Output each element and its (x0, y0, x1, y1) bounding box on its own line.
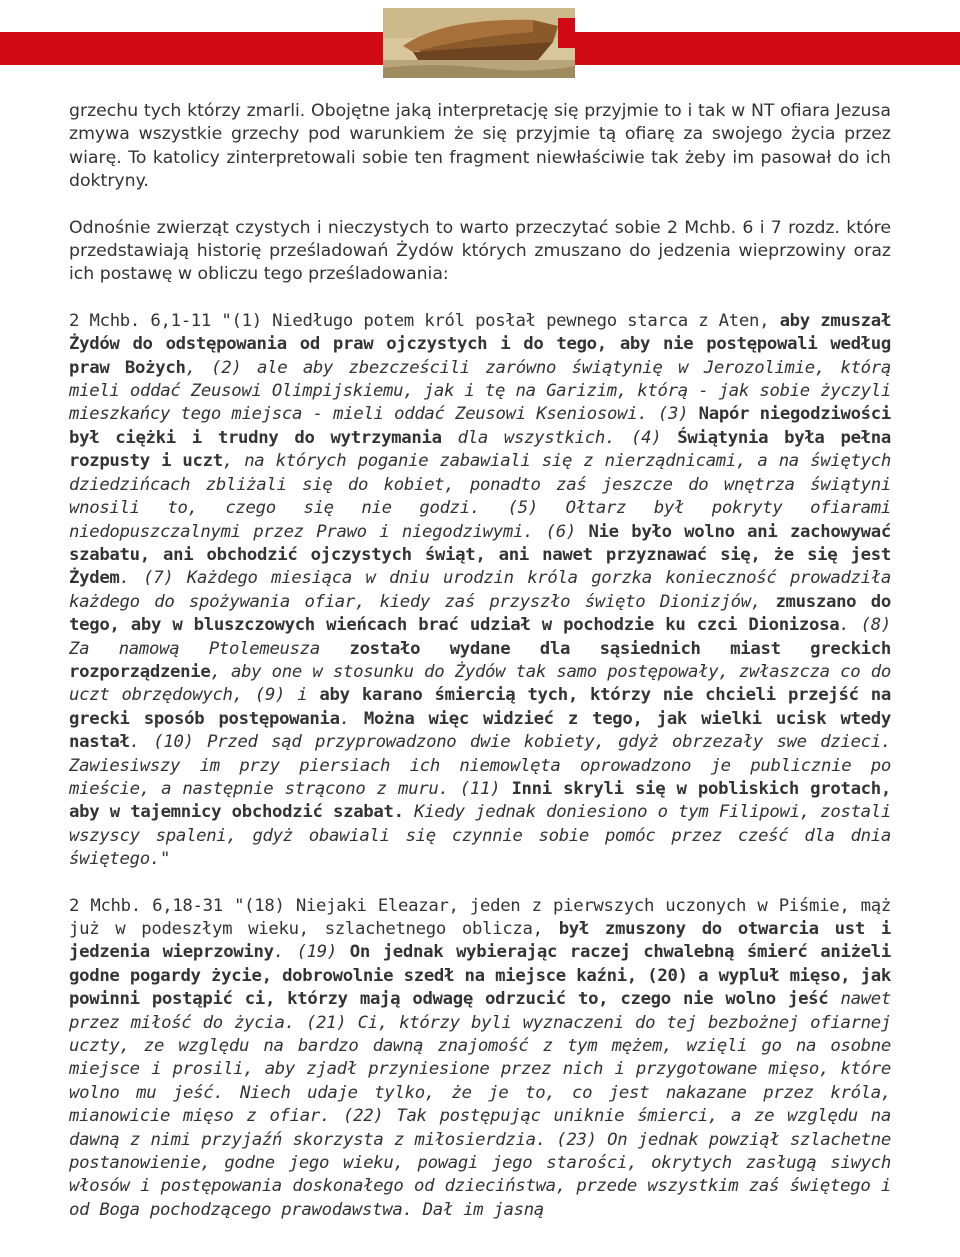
noahs-ark-image (383, 8, 575, 78)
quote1-seg-11: . (8) Za namową Ptolemeusza (69, 615, 891, 659)
intro-paragraph-2: Odnośnie zwierząt czystych i nieczystych to warto przeczytać sobie 2 Mchb. 6 i 7 rozdz. które przedstawiają historię prześladowań Żydów których zmuszano do jedzenia wieprzowiny oraz ich postawę w obliczu tego prześladowania: (69, 217, 891, 285)
quote1-seg-03: , (2) ale aby zbezcześcili zarówno świątynię w Jerozolimie, którą mieli oddać Zeusowi Olimpijskiemu, jak i tę na Garizim, którą - jak sobie życzyli mieszkańcy tego miejsca - mieli oddać Zeusowi Kseniosowi. (3) (69, 357, 891, 425)
intro-paragraph-1: grzechu tych którzy zmarli. Obojętne jaką interpretację się przyjmie to i tak w NT ofiara Jezusa zmywa wszystkie grzechy pod warunkiem że się przyjmie tą ofiarę za swojego życia przez wiarę. To katolicy zinterpretowali sobie ten fragment niewłaściwie tak żeby im pasował do ich doktryny. (69, 101, 891, 192)
quote1-seg-12: zostało wydane dla sąsiednich miast greckich rozporządzenie (69, 638, 891, 682)
quote-paragraph-2 (69, 895, 891, 1223)
quote2-seg-03: . (19) (273, 942, 350, 963)
document-body (69, 100, 891, 1222)
quote1-seg-10: zmuszano do tego, aby w bluszczowych wieńcach brać udział w pochodzie ku czci Dionizosa (69, 591, 891, 636)
quote1-seg-16: Można więc widzieć z tego, jak wielki ucisk wtedy nastał (69, 708, 891, 753)
quote1-seg-09: . (7) Każdego miesiąca w dniu urodzin króla gorzka konieczność prowadziła każdego do spożywania ofiar, kiedy zaś przyszło święto Dionizjów, (69, 568, 891, 612)
quote1-seg-07: , na których poganie zabawiali się z nierządnicami, a na świętych dziedzińcach zbliżali się do kobiet, ponadto zaś jeszcze do wnętrza świątyni wnosili to, czego się nie godzi. (5) Ołtarz był pokryty ofiarami niedopuszczalnymi przez Prawo i niegodziwymi. (6) (69, 451, 891, 542)
quote1-seg-14: aby karano śmiercią tych, którzy nie chcieli przejść na grecki sposób postępowania (69, 685, 891, 729)
noahs-ark-icon (383, 8, 575, 78)
quote1-seg-06: Świątynia była pełna rozpusty i uczt (69, 427, 891, 472)
quote2-seg-05: nawet przez miłość do życia. (21) Ci, którzy byli wyznaczeni do tej bezbożnej ofiarnej uczty, ze względu na bardzo dawną znajomość z tym mężem, wzięli go na osobne miejsce i prosili, aby zjadł przyniesione przez nich i przygotowane mięso, które wolno mu jeść. Niech udaje tylko, że je to, co jest nakazane przez króla, mianowicie mięso z ofiar. (22) Tak postępując uniknie śmierci, a ze względu na dawną z nimi przyjaźń skorzysta z miłosierdzia. (23) On jednak powziął szlachetne postanowienie, godne jego wieku, powagi jego starości, okrytych zasługą siwych włosów i postępowania doskonałego od dzieciństwa, przede wszystkim zaś świętego i od Boga pochodzącego prawodawstwa. Dał im jasną (69, 989, 891, 1220)
quote1-seg-18: Inni skryli się w pobliskich grotach, aby w tajemnicy obchodzić szabat. (69, 778, 891, 823)
quote1-seg-15: . (339, 708, 364, 729)
quote1-seg-02: aby zmuszał Żydów do odstępowania od praw ojczystych i do tego, aby nie postępowali według praw Bożych (69, 310, 891, 378)
quote2-seg-01: 2 Mchb. 6,18-31 "(18) Niejaki Eleazar, jeden z pierwszych uczonych w Piśmie, mąż już w podeszłym wieku, szlachetnego oblicza, (69, 895, 891, 939)
quote1-seg-05: dla wszystkich. (4) (441, 427, 678, 448)
quote1-seg-01: 2 Mchb. 6,1-11 "(1) Niedługo potem król posłał pewnego starca z Aten, (69, 310, 780, 331)
quote1-seg-04: Napór niegodziwości był ciężki i trudny do wytrzymania (69, 404, 891, 448)
quote2-seg-02: był zmuszony do otwarcia ust i jedzenia wieprzowiny (69, 919, 891, 963)
quote2-seg-04: On jednak wybierając raczej chwalebną śmierć aniżeli godne pogardy życie, dobrowolnie szedł na miejsce kaźni, (20) a wypluł mięso, jak powinni postąpić ci, którzy mają odwagę odrzucić to, czego nie wolno jeść (69, 942, 892, 1010)
quote1-seg-17: . (10) Przed sąd przyprowadzono dwie kobiety, gdyż obrzezały swe dzieci. Zawiesiwszy im przy piersiach ich niemowlęta oprowadzono je publicznie po mieście, a następnie strącono z muru. (11) (69, 732, 891, 799)
quote1-seg-19: Kiedy jednak doniesiono o tym Filipowi, zostali wszyscy spaleni, gdyż obawiali się czynnie sobie pomóc przez cześć dla dnia świętego." (69, 802, 891, 870)
quote1-seg-08: Nie było wolno ani zachowywać szabatu, ani obchodzić ojczystych świąt, ani nawet przyznawać się, że się jest Żydem (69, 521, 891, 589)
quote-paragraph-1 (69, 310, 891, 872)
quote1-seg-13: , aby one w stosunku do Żydów tak samo postępowały, zwłaszcza co do uczt obrzędowych, (9) i (69, 661, 891, 706)
